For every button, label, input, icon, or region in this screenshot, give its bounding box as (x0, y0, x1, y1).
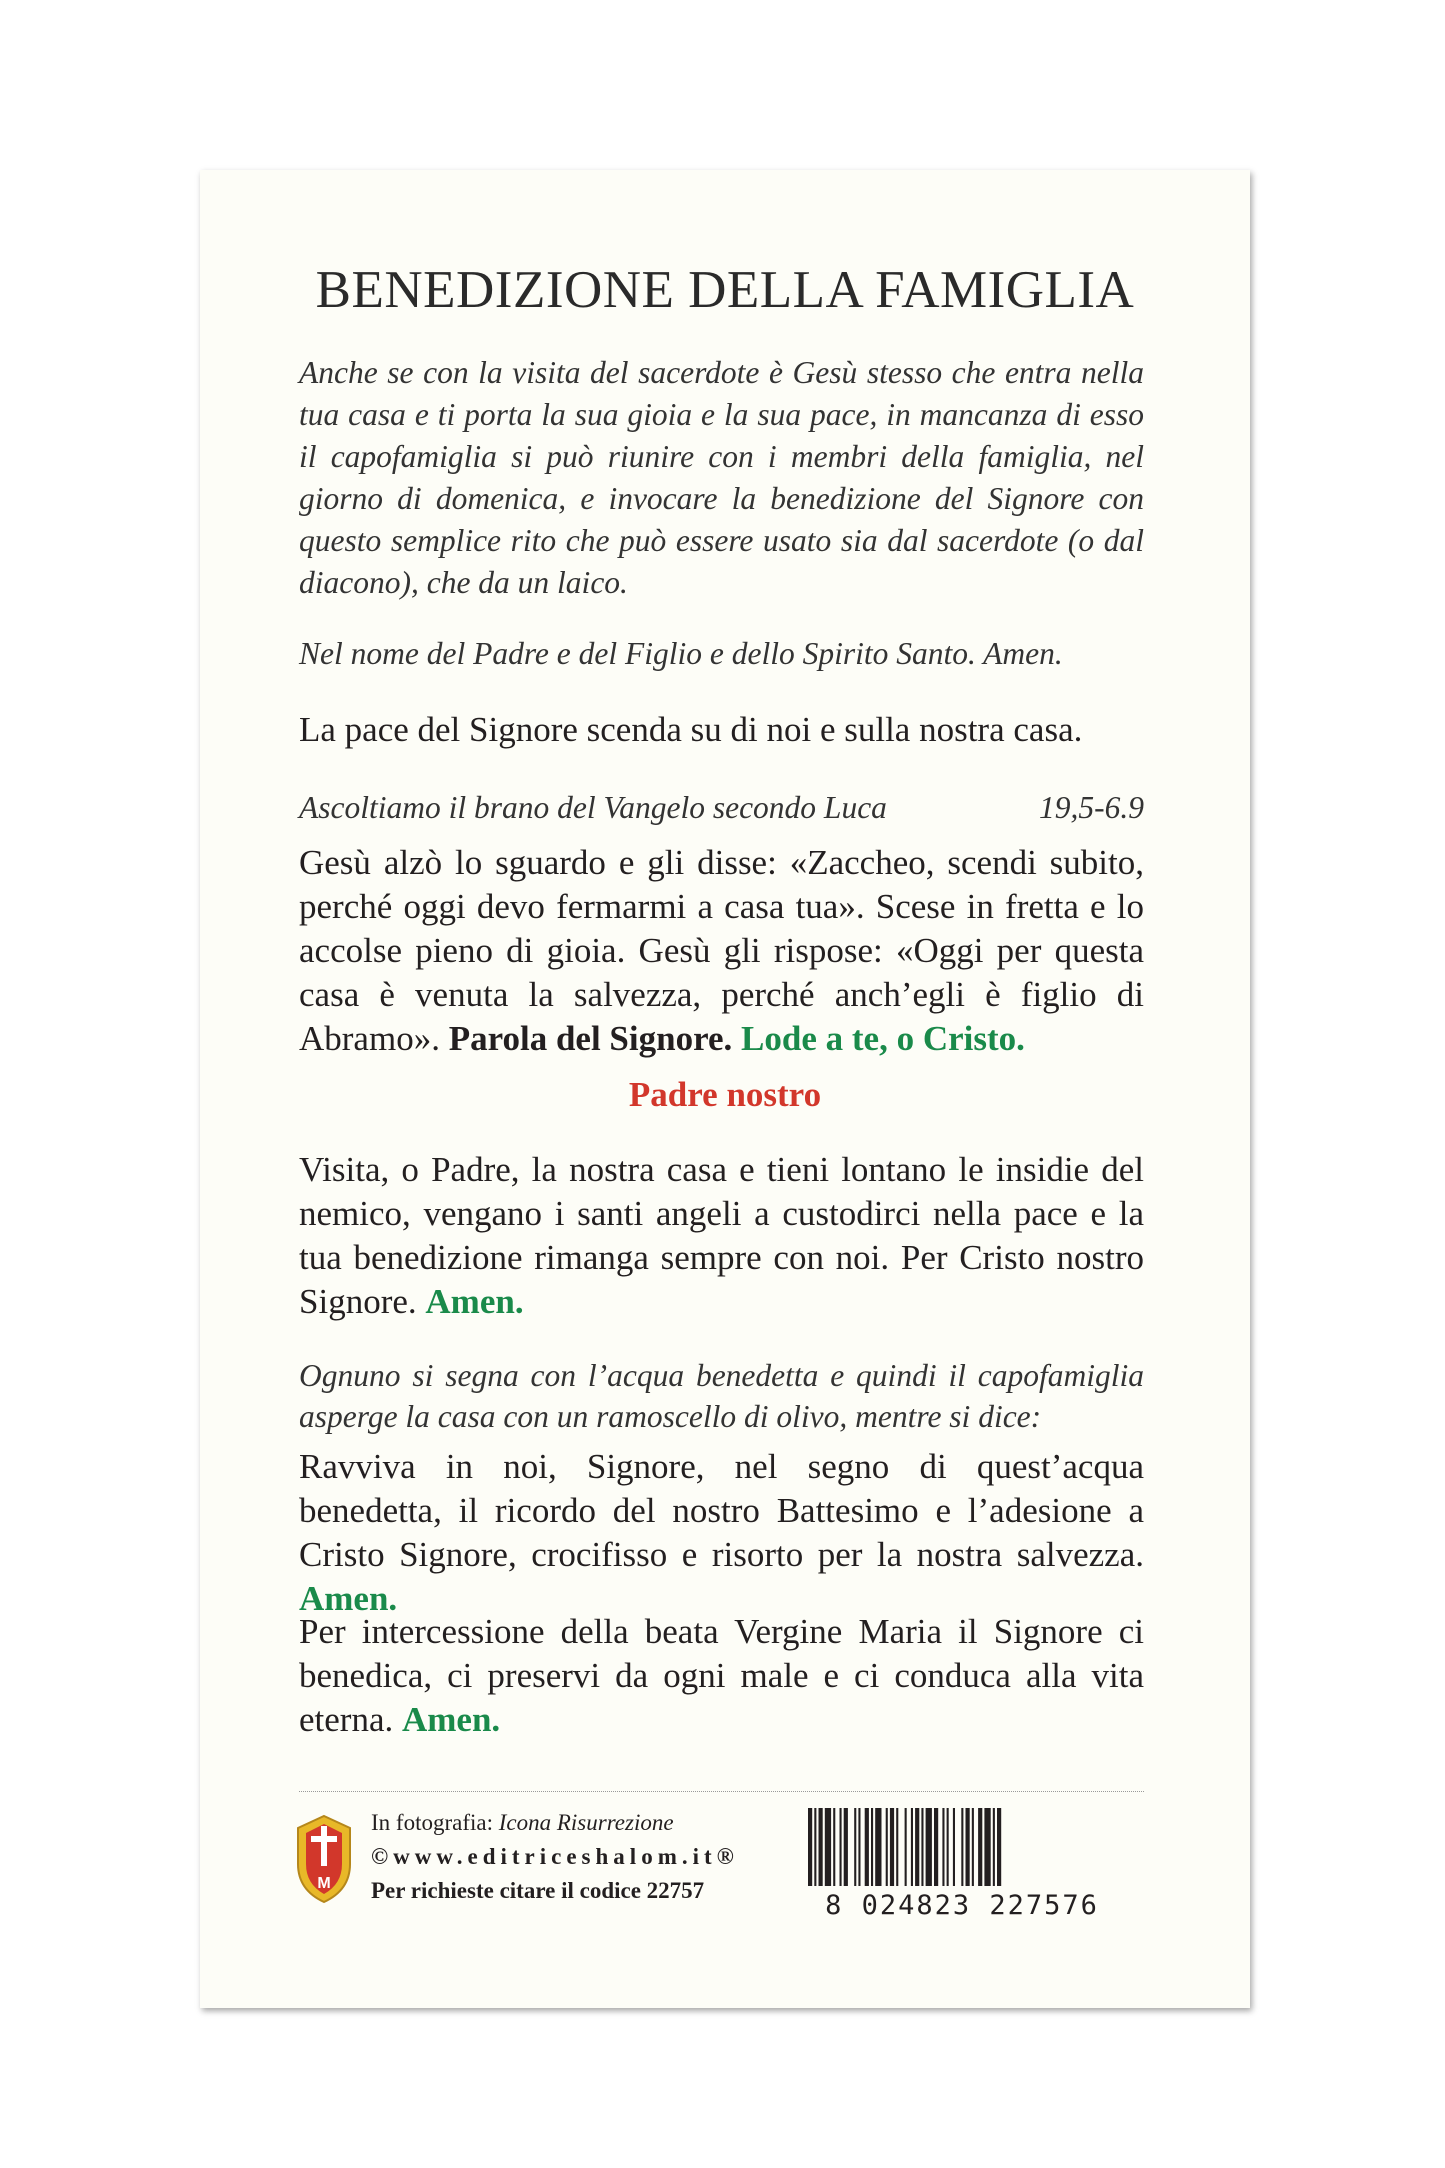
sign-of-cross: Nel nome del Padre e del Figlio e dello Spirito Santo. Amen. (299, 636, 1063, 671)
barcode (790, 1808, 1135, 1918)
gospel-heading (299, 787, 1144, 829)
barcode-number: 8 024823 227576 (825, 1890, 1099, 1918)
house-prayer-amen: Amen. (425, 1282, 524, 1321)
water-blessing-text: Ravviva in noi, Signore, nel segno di quest’acqua benedetta, il ricordo del nostro Battesimo e l’adesione a Cristo Signore, crocifisso e risorto per la nostra salvezza. (299, 1447, 1144, 1574)
final-blessing-text: Per intercessione della beata Vergine Maria il Signore ci benedica, ci preservi da ogni male e ci conduca alla vita eterna. (299, 1612, 1144, 1739)
gospel-reading (299, 841, 1144, 1061)
gospel-reference: 19,5-6.9 (1039, 790, 1144, 825)
gospel-text: Gesù alzò lo sguardo e gli disse: «Zaccheo, scendi subito, perché oggi devo fermarmi a casa tua». Scese in fretta e lo accolse pieno di gioia. Gesù gli rispose: «Oggi per questa casa è venuta la salvezza, perché anch’egli è figlio di Abramo». (299, 843, 1144, 1058)
gospel-response: Lode a te, o Cristo. (741, 1019, 1025, 1058)
photo-credit-label: In fotografia: (371, 1810, 499, 1835)
gospel-intro: Ascoltiamo il brano del Vangelo secondo Luca (299, 790, 887, 825)
order-code: Per richieste citare il codice 22757 (371, 1878, 705, 1903)
intro-paragraph: Anche se con la visita del sacerdote è Gesù stesso che entra nella tua casa e ti porta la sua gioia e la sua pace, in mancanza di esso il capofamiglia si può riunire con i membri della famiglia, nel giorno di domenica, e invocare la benedizione del Signore con questo semplice rito che può essere usato sia dal sacerdote (o dal diacono), che da un laico. (299, 355, 1144, 600)
publisher-logo-icon (296, 1814, 352, 1904)
water-blessing (299, 1445, 1144, 1621)
footer-info (371, 1806, 739, 1908)
page-title: BENEDIZIONE DELLA FAMIGLIA (315, 261, 1135, 319)
gospel-closing: Parola del Signore. (448, 1019, 733, 1058)
final-blessing (299, 1610, 1144, 1742)
logo-letter: M (317, 1875, 331, 1892)
water-blessing-amen: Amen. (299, 1579, 398, 1618)
rubric-instruction: Ognuno si segna con l’acqua benedetta e quindi il capofamiglia asperge la casa con un ramoscello di olivo, mentre si dice: (299, 1358, 1144, 1434)
house-prayer-text: Visita, o Padre, la nostra casa e tieni lontano le insidie del nemico, vengano i santi angeli a custodirci nella pace e la tua benedizione rimanga sempre con noi. Per Cristo nostro Signore. (299, 1150, 1144, 1321)
footer-divider (299, 1791, 1144, 1792)
prayer-card (200, 170, 1250, 2008)
photo-credit-title: Icona Risurrezione (498, 1810, 674, 1835)
final-blessing-amen: Amen. (401, 1700, 501, 1739)
padre-nostro-heading: Padre nostro (628, 1075, 822, 1114)
publisher-website: ©www.editriceshalom.it® (371, 1844, 739, 1869)
house-prayer (299, 1148, 1144, 1324)
peace-greeting: La pace del Signore scenda su di noi e sulla nostra casa. (299, 710, 1083, 749)
photo-credit (371, 1806, 739, 1840)
